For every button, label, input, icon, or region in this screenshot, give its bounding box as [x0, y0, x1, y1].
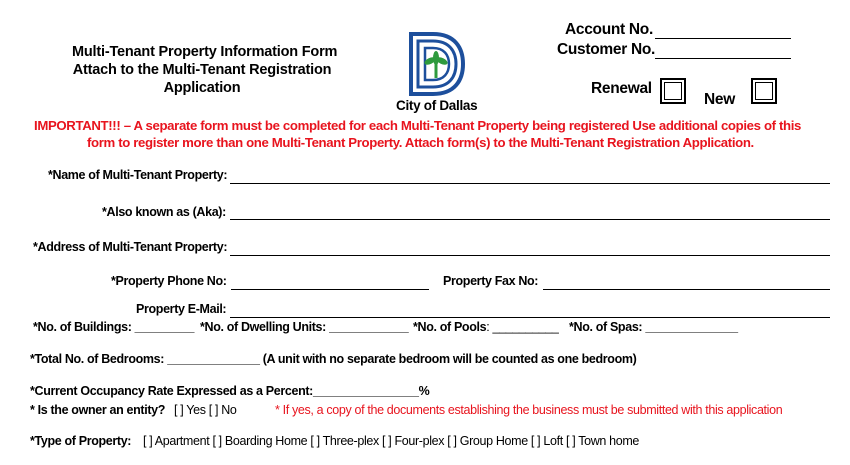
phone-field[interactable] — [231, 289, 429, 290]
dwelling-units-field[interactable]: *No. of Dwelling Units: ____________ — [200, 320, 409, 334]
owner-entity-label: * Is the owner an entity? — [30, 403, 166, 417]
owner-entity-options[interactable]: [ ] Yes [ ] No — [174, 403, 237, 417]
title-line-2: Attach to the Multi-Tenant Registration — [72, 62, 332, 78]
city-label: City of Dallas — [396, 98, 478, 113]
phone-label: *Property Phone No: — [111, 274, 227, 288]
aka-field[interactable] — [230, 219, 830, 220]
address-field[interactable] — [230, 255, 830, 256]
buildings-field[interactable]: *No. of Buildings: _________ — [33, 320, 195, 334]
customer-label: Customer No. — [557, 41, 656, 58]
email-field[interactable] — [230, 317, 830, 318]
name-label: *Name of Multi-Tenant Property: — [48, 168, 228, 182]
spas-field[interactable]: *No. of Spas: ______________ — [569, 320, 738, 334]
new-checkbox[interactable] — [751, 78, 777, 104]
renewal-label: Renewal — [591, 80, 652, 97]
aka-label: *Also known as (Aka): — [102, 205, 226, 219]
new-label: New — [704, 91, 735, 108]
account-field[interactable] — [655, 38, 791, 39]
fax-field[interactable] — [543, 289, 830, 290]
fax-label: Property Fax No: — [443, 274, 539, 288]
property-type-label: *Type of Property: — [30, 434, 132, 448]
title-line-1: Multi-Tenant Property Information Form — [72, 44, 338, 60]
important-notice-line-1: IMPORTANT!!! – A separate form must be completed for each Multi-Tenant Property being registered Use additional copies of this — [34, 118, 802, 133]
title-line-3: Application — [163, 80, 241, 96]
pools-blank: : __________ — [486, 320, 559, 334]
renewal-checkbox[interactable] — [660, 78, 686, 104]
pools-field[interactable] — [413, 320, 559, 334]
name-field[interactable] — [230, 183, 830, 184]
owner-entity-note: * If yes, a copy of the documents establishing the business must be submitted with this application — [275, 403, 783, 417]
important-notice-line-2: form to register more than one Multi-Tenant Property. Attach form(s) to the Multi-Tenant Registration Application. — [87, 135, 754, 150]
account-label: Account No. — [565, 21, 653, 38]
bedrooms-field[interactable]: *Total No. of Bedrooms: ______________ (A unit with no separate bedroom will be counted as one bedroom) — [30, 352, 637, 366]
form-title — [72, 43, 338, 97]
address-label: *Address of Multi-Tenant Property: — [33, 240, 228, 254]
occupancy-field[interactable]: *Current Occupancy Rate Expressed as a Percent:________________% — [30, 384, 430, 398]
customer-field[interactable] — [655, 58, 791, 59]
email-label: Property E-Mail: — [136, 302, 227, 316]
pools-label: *No. of Pools — [413, 320, 487, 334]
property-type-options[interactable]: [ ] Apartment [ ] Boarding Home [ ] Three-plex [ ] Four-plex [ ] Group Home [ ] Loft [ ] Town home — [143, 434, 640, 448]
city-of-dallas-logo-icon — [405, 30, 467, 98]
